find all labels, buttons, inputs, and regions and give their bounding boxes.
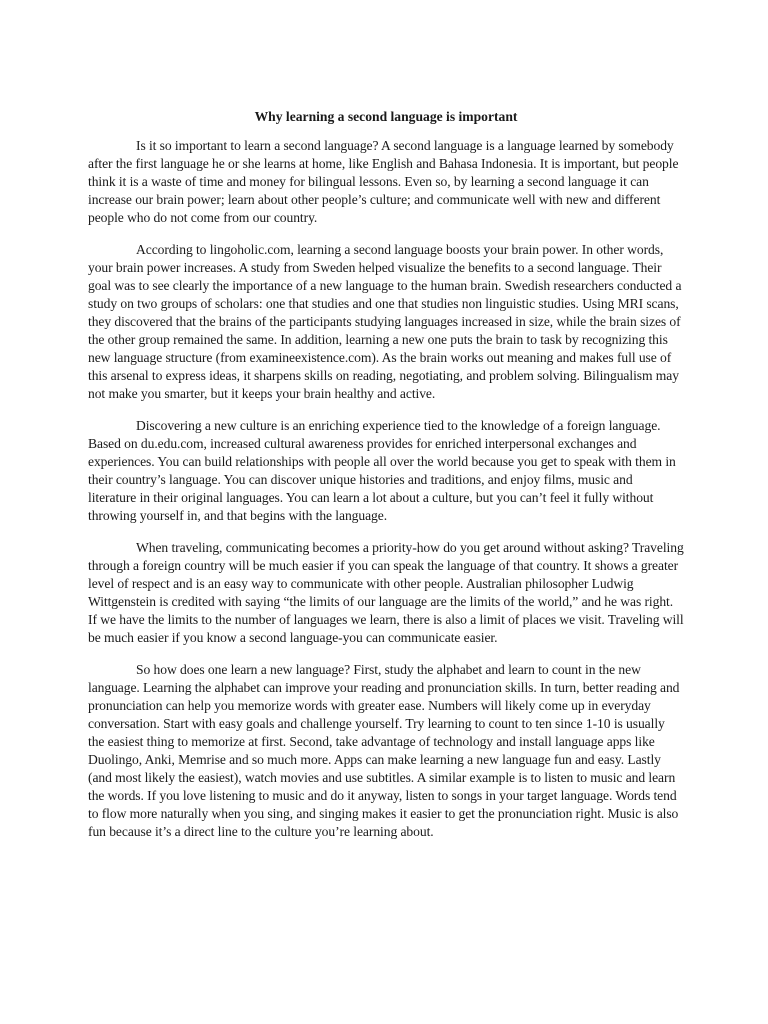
paragraph-how-to-learn: So how does one learn a new language? First, study the alphabet and learn to count in the new language. Learning the alphabet can improve your reading and pronunciation skills. In turn, better reading and pronunciation can help you memorize words with greater ease. Numbers will likely come up in everyday conversation. Start with easy goals and challenge yourself. Try learning to count to ten since 1-10 is usually the easiest thing to memorize at first. Second, take advantage of technology and install language apps like Duolingo, Anki, Memrise and so much more. Apps can make learning a new language fun and easy. Lastly (and most likely the easiest), watch movies and use subtitles. A similar example is to listen to music and learn the words. If you love listening to music and do it anyway, listen to songs in your target language. Words tend to flow more naturally when you sing, and singing makes it easier to get the pronunciation right. Music is also fun because it’s a direct line to the culture you’re learning about. (88, 662, 680, 839)
document-title: Why learning a second language is important (254, 109, 518, 124)
paragraph-culture: Discovering a new culture is an enriching experience tied to the knowledge of a foreign language. Based on du.edu.com, increased cultural awareness provides for enriched interpersonal exchanges and experiences. You can build relationships with people all over the world because you get to speak with them in their country’s language. You can discover unique histories and traditions, and enjoy films, music and literature in their original languages. You can learn a lot about a culture, but you can’t feel it fully without throwing yourself in, and that begins with the language. (88, 418, 676, 523)
paragraph-brain-power: According to lingoholic.com, learning a second language boosts your brain power. In other words, your brain power increases. A study from Sweden helped visualize the benefits to a second language. Their goal was to see clearly the importance of a new language to the human brain. Swedish researchers conducted a study on two groups of scholars: one that studies and one that studies non linguistic studies. Using MRI scans, they discovered that the brains of the participants studying languages increased in size, while the brain sizes of the other group remained the same. In addition, learning a new one puts the brain to task by recognizing this new language structure (from examineexistence.com). As the brain works out meaning and makes full use of this arsenal to express ideas, it sharpens skills on reading, negotiating, and problem solving. Bilingualism may not make you smarter, but it keeps your brain healthy and active. (88, 242, 682, 401)
paragraph-communication: When traveling, communicating becomes a priority-how do you get around without asking? Traveling through a foreign country will be much easier if you can speak the language of that country. It shows a greater level of respect and is an easy way to communicate with other people. Australian philosopher Ludwig Wittgenstein is credited with saying “the limits of our language are the limits of the world,” and he was right. If we have the limits to the number of languages we learn, there is also a limit of places we visit. Traveling will be much easier if you know a second language-you can communicate easier. (88, 540, 684, 645)
paragraph-intro: Is it so important to learn a second language? A second language is a language learned by somebody after the first language he or she learns at home, like English and Bahasa Indonesia. It is important, but people think it is a waste of time and money for bilingual lessons. Even so, by learning a second language it can increase our brain power; learn about other people’s culture; and communicate well with new and different people who do not come from our country. (88, 138, 679, 225)
document-page (88, 108, 684, 855)
